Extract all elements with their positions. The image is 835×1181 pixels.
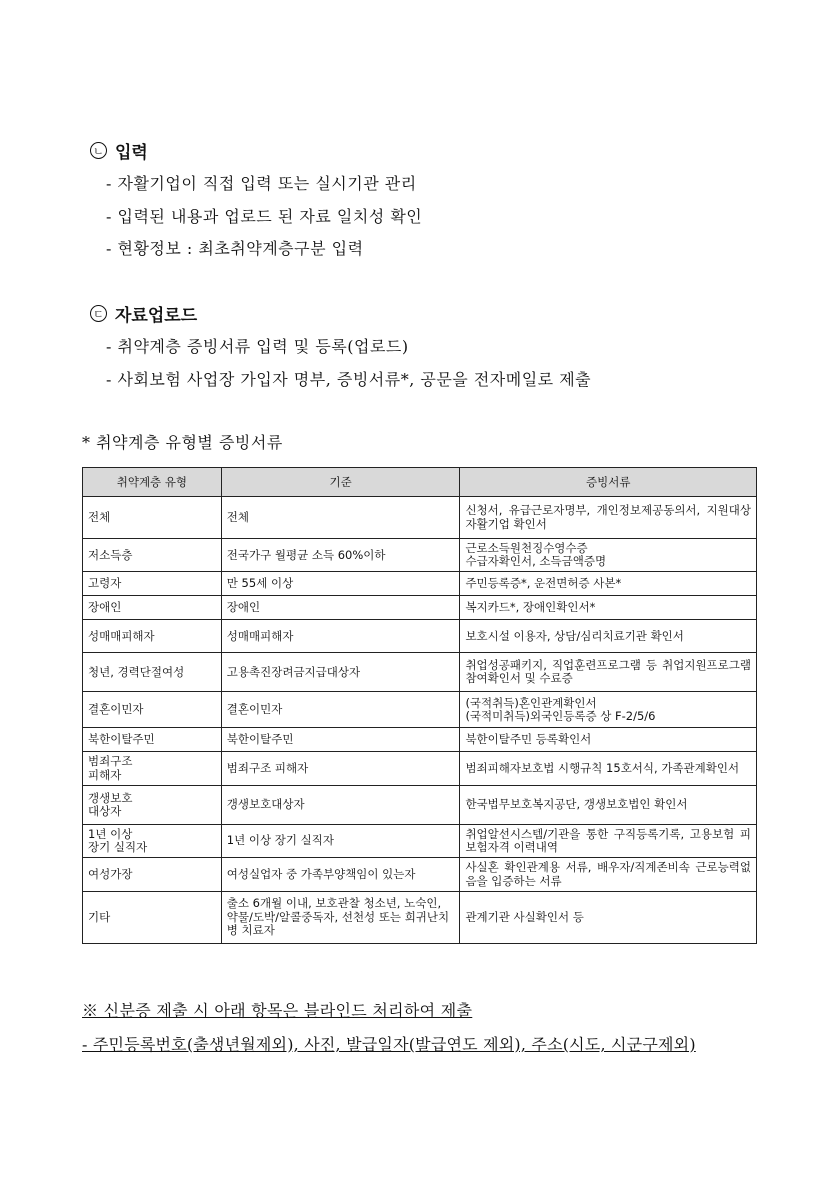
column-header: 기준 xyxy=(221,468,460,497)
bullet-item: - 자활기업이 직접 입력 또는 실시기관 관리 xyxy=(106,174,417,193)
document-cell: (국적취득)혼인관계확인서 (국적미취득)외국인등록증 상 F-2/5/6 xyxy=(460,692,757,728)
document-cell: 범죄피해자보호법 시행규칙 15호서식, 가족관계확인서 xyxy=(460,752,757,785)
criteria-cell: 출소 6개월 이내, 보호관찰 청소년, 노숙인, 약물/도박/알콜중독자, 선천성 또는 희귀난치병 치료자 xyxy=(221,891,460,943)
type-cell: 전체 xyxy=(83,497,222,539)
criteria-cell: 결혼이민자 xyxy=(221,692,460,728)
document-cell: 한국법무보호복지공단, 갱생보호법인 확인서 xyxy=(460,785,757,824)
type-cell: 1년 이상 장기 실직자 xyxy=(83,824,222,857)
type-cell: 고령자 xyxy=(83,572,222,596)
table-row xyxy=(83,596,757,620)
criteria-cell: 전국가구 월평균 소득 60%이하 xyxy=(221,539,460,572)
table-row xyxy=(83,891,757,943)
table-header-row xyxy=(83,468,757,497)
document-cell: 사실혼 확인관계용 서류, 배우자/직계존비속 근로능력없음을 입증하는 서류 xyxy=(460,858,757,891)
criteria-cell: 여성실업자 중 가족부양책임이 있는자 xyxy=(221,858,460,891)
section-upload-title xyxy=(90,301,197,326)
blind-warning-detail: - 주민등록번호(출생년월제외), 사진, 발급일자(발급연도 제외), 주소(시도, 시군구제외) xyxy=(82,1035,696,1054)
type-cell: 장애인 xyxy=(83,596,222,620)
column-header: 증빙서류 xyxy=(460,468,757,497)
criteria-cell: 성매매피해자 xyxy=(221,620,460,653)
document-cell: 취업알선시스템/기관을 통한 구직등록기록, 고용보험 피보험자격 이력내역 xyxy=(460,824,757,857)
type-cell: 성매매피해자 xyxy=(83,620,222,653)
table-row xyxy=(83,572,757,596)
table-row xyxy=(83,653,757,692)
blind-warning: ※ 신분증 제출 시 아래 항목은 블라인드 처리하여 제출 xyxy=(82,1001,473,1020)
section-input-heading: 입력 xyxy=(115,143,148,163)
bullet-item: - 입력된 내용과 업로드 된 자료 일치성 확인 xyxy=(106,207,423,226)
table-row xyxy=(83,785,757,824)
criteria-cell: 고용촉진장려금지급대상자 xyxy=(221,653,460,692)
criteria-cell: 장애인 xyxy=(221,596,460,620)
table-row xyxy=(83,620,757,653)
bullet-item: - 취약계층 증빙서류 입력 및 등록(업로드) xyxy=(106,337,409,356)
criteria-cell: 북한이탈주민 xyxy=(221,728,460,752)
document-cell: 관계기관 사실확인서 등 xyxy=(460,891,757,943)
type-cell: 갱생보호 대상자 xyxy=(83,785,222,824)
criteria-cell: 1년 이상 장기 실직자 xyxy=(221,824,460,857)
type-cell: 결혼이민자 xyxy=(83,692,222,728)
bullet-item: - 현황정보 : 최초취약계층구분 입력 xyxy=(106,239,364,258)
document-cell: 북한이탈주민 등록확인서 xyxy=(460,728,757,752)
document-cell: 주민등록증*, 운전면허증 사본* xyxy=(460,572,757,596)
table-row xyxy=(83,824,757,857)
criteria-cell: 전체 xyxy=(221,497,460,539)
document-cell: 보호시설 이용자, 상담/심리치료기관 확인서 xyxy=(460,620,757,653)
criteria-cell: 갱생보호대상자 xyxy=(221,785,460,824)
type-cell: 기타 xyxy=(83,891,222,943)
criteria-cell: 만 55세 이상 xyxy=(221,572,460,596)
document-cell: 신청서, 유급근로자명부, 개인정보제공동의서, 지원대상자활기업 확인서 xyxy=(460,497,757,539)
section-input-title xyxy=(90,138,148,163)
type-cell: 범죄구조 피해자 xyxy=(83,752,222,785)
circled-letter-icon: ㄴ xyxy=(90,142,107,159)
table-row xyxy=(83,692,757,728)
criteria-cell: 범죄구조 피해자 xyxy=(221,752,460,785)
type-cell: 저소득층 xyxy=(83,539,222,572)
bullet-item: - 사회보험 사업장 가입자 명부, 증빙서류*, 공문을 전자메일로 제출 xyxy=(106,370,592,389)
table-row xyxy=(83,497,757,539)
table-row xyxy=(83,539,757,572)
circled-letter-icon: ㄷ xyxy=(90,305,107,322)
table-row xyxy=(83,752,757,785)
table-row xyxy=(83,858,757,891)
document-cell: 취업성공패키지, 직업훈련프로그램 등 취업지원프로그램 참여확인서 및 수료증 xyxy=(460,653,757,692)
column-header: 취약계층 유형 xyxy=(83,468,222,497)
type-cell: 여성가장 xyxy=(83,858,222,891)
table-row xyxy=(83,728,757,752)
table-note: * 취약계층 유형별 증빙서류 xyxy=(82,433,283,452)
evidence-table xyxy=(82,467,757,944)
section-upload xyxy=(90,301,197,326)
document-cell: 복지카드*, 장애인확인서* xyxy=(460,596,757,620)
type-cell: 북한이탈주민 xyxy=(83,728,222,752)
type-cell: 청년, 경력단절여성 xyxy=(83,653,222,692)
section-upload-heading: 자료업로드 xyxy=(115,306,198,326)
section-input xyxy=(90,138,148,163)
document-cell: 근로소득원천징수영수증 수급자확인서, 소득금액증명 xyxy=(460,539,757,572)
